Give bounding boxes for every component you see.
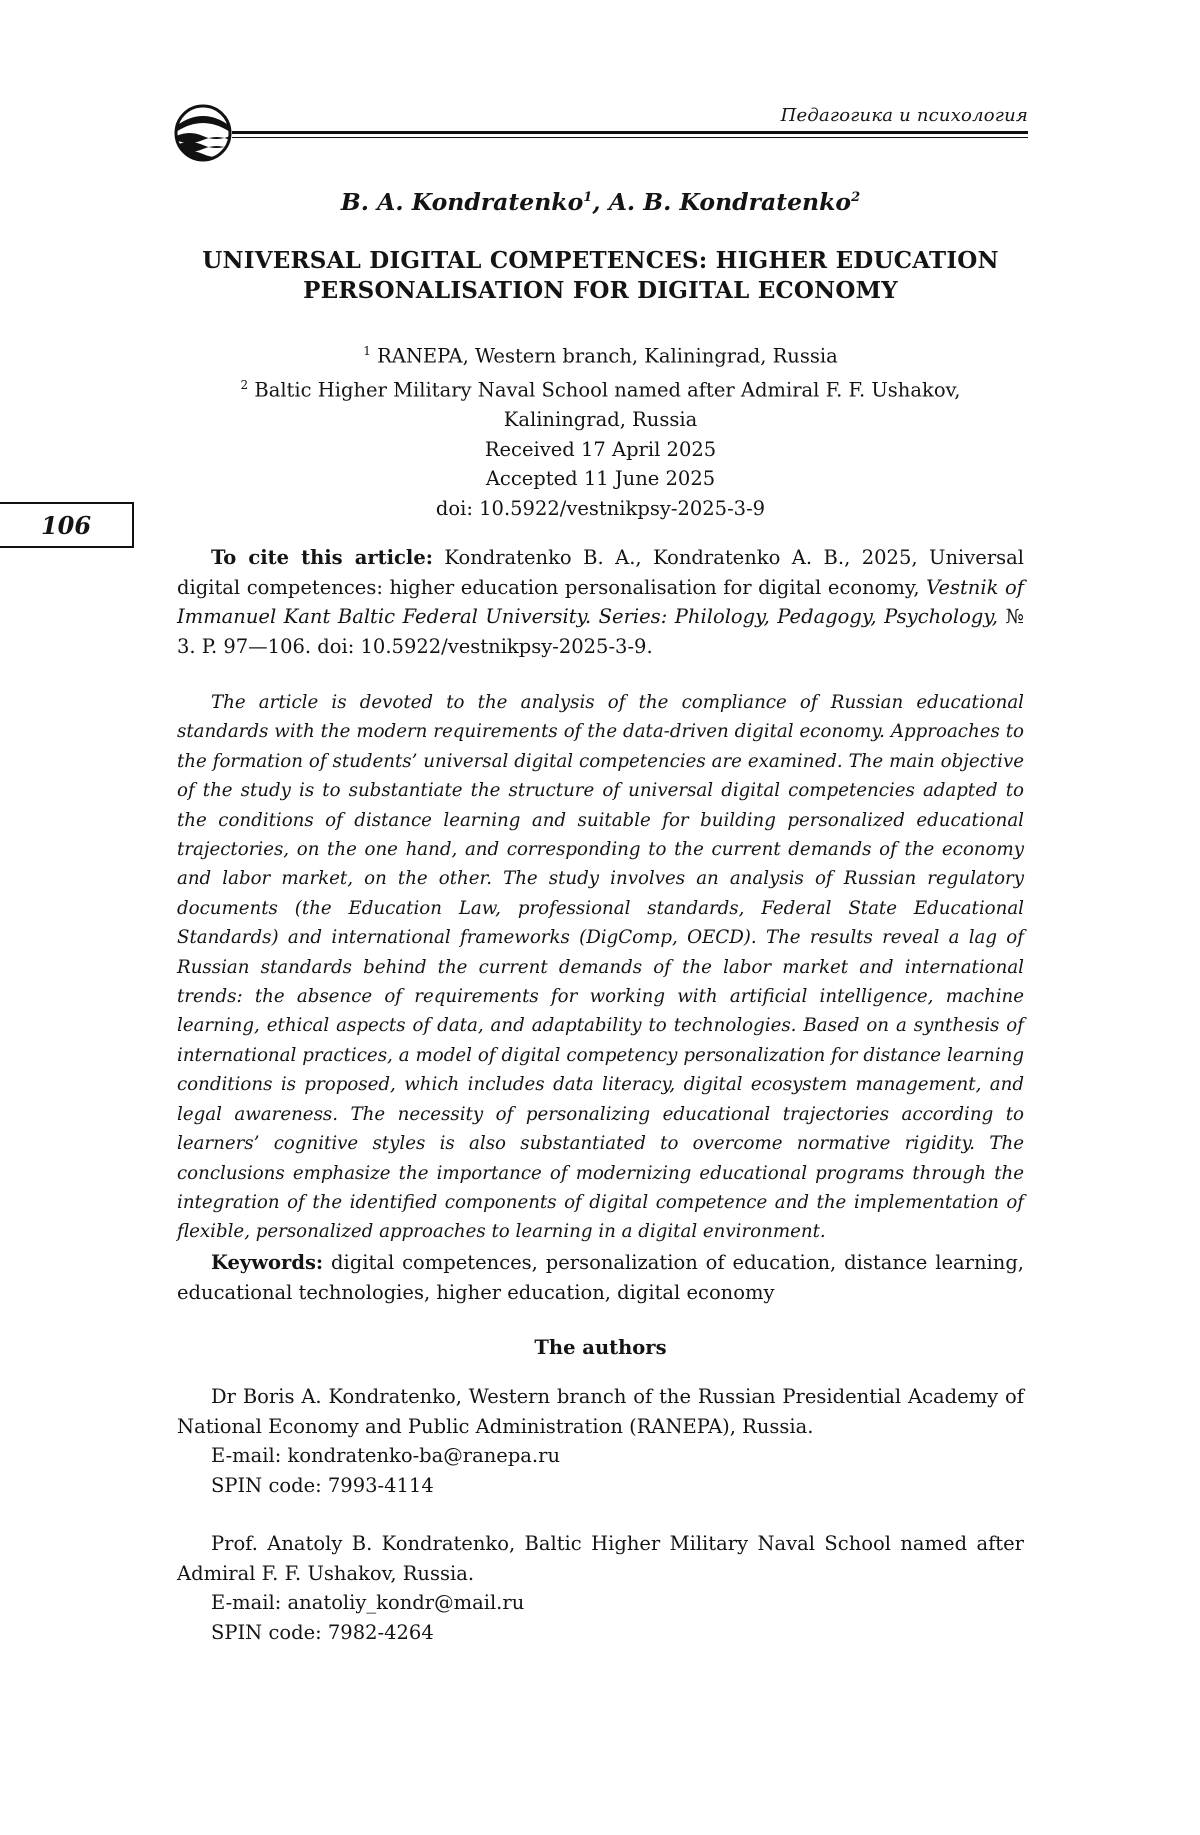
affiliation-1: $^1$ RANEPA, Western branch, Kaliningrad, Russia	[363, 344, 838, 368]
citation-journal: Vestnik of Immanuel Kant Baltic Federal University. Series: Philology, Pedagogy, Psychology,	[177, 575, 1024, 628]
journal-section-title: Педагогика и психология	[780, 105, 1028, 126]
journal-wave-logo-icon	[174, 104, 232, 166]
header-rule-thick	[232, 131, 1028, 134]
keywords-paragraph	[177, 1248, 1024, 1307]
citation-pages: № 3. P. 97—106. doi: 10.5922/vestnikpsy-2025-3-9.	[177, 605, 1024, 658]
affiliation-2-city: Kaliningrad, Russia	[503, 408, 698, 431]
keywords-text: digital competences, personalization of education, distance learning, educational technologies, higher education, digital economy	[177, 1251, 1024, 1304]
author-description: Dr Boris A. Kondratenko, Western branch of the Russian Presidential Academy of National Economy and Public Administration (RANEPA), Russia.	[177, 1385, 1024, 1438]
author-spin: SPIN code: 7982-4264	[211, 1620, 434, 1644]
affiliation-2: $^2$ Baltic Higher Military Naval School named after Admiral F. F. Ushakov,	[240, 378, 961, 402]
author-separator: ,	[592, 188, 609, 216]
author-email: E-mail: kondratenko-ba@ranepa.ru	[211, 1444, 561, 1467]
affiliation-marker: 2	[851, 190, 861, 206]
author-email: E-mail: anatoliy_kondr@mail.ru	[211, 1591, 525, 1614]
author-name: B. A. Kondratenko	[340, 188, 584, 216]
received-date: Received 17 April 2025	[484, 437, 717, 461]
citation-text: Kondratenko B. A., Kondratenko A. B., 2025, Universal digital competences: higher education personalisation for digital economy,	[177, 546, 1025, 599]
page-number-box	[0, 502, 134, 548]
author-line	[177, 188, 1024, 216]
author-info-2	[177, 1529, 1024, 1647]
citation-label: To cite this article:	[211, 546, 433, 569]
affiliations-block	[177, 337, 1024, 523]
author-info-1	[177, 1382, 1024, 1500]
keywords-label: Keywords:	[211, 1251, 324, 1274]
title-line: UNIVERSAL DIGITAL COMPETENCES: HIGHER EDUCATION	[202, 247, 999, 274]
author-spin: SPIN code: 7993-4114	[211, 1473, 434, 1497]
title-line: PERSONALISATION FOR DIGITAL ECONOMY	[303, 277, 898, 304]
accepted-date: Accepted 11 June 2025	[485, 467, 716, 490]
author-name: A. B. Kondratenko	[608, 188, 852, 216]
abstract: The article is devoted to the analysis of the compliance of Russian educational standards with the modern requirements of the data-driven digital economy. Approaches to the formation of students’ universal digital competencies are examined. The main objective of the study is to substantiate the structure of universal digital competencies adapted to the conditions of distance learning and suitable for building personalized educational trajectories, on the one hand, and corresponding to the current demands of the economy and labor market, on the other. The study involves an analysis of Russian regulatory documents (the Education Law, professional standards, Federal State Educational Standards) and international frameworks (DigComp, OECD). The results reveal a lag of Russian standards behind the current demands of the labor market and international trends: the absence of requirements for working with artificial intelligence, machine learning, ethical aspects of data, and adaptability to technologies. Based on a synthesis of international practices, a model of digital competency personalization for distance learning conditions is proposed, which includes data literacy, digital ecosystem management, and legal awareness. The necessity of personalizing educational trajectories according to learners’ cognitive styles is also substantiated to overcome normative rigidity. The conclusions emphasize the importance of modernizing educational programs through the integration of the identified components of digital competence and the implementation of flexible, personalized approaches to learning in a digital environment.	[177, 692, 1024, 1243]
affiliation-marker: 1	[583, 190, 593, 206]
author-description: Prof. Anatoly B. Kondratenko, Baltic Higher Military Naval School named after Admiral F. F. Ushakov, Russia.	[177, 1532, 1024, 1585]
header-rule-thin	[232, 137, 1028, 138]
citation-paragraph	[177, 543, 1024, 661]
page-number: 106	[40, 510, 92, 540]
article-title	[177, 246, 1024, 306]
authors-heading: The authors	[534, 1336, 667, 1359]
doi: doi: 10.5922/vestnikpsy-2025-3-9	[435, 496, 766, 520]
